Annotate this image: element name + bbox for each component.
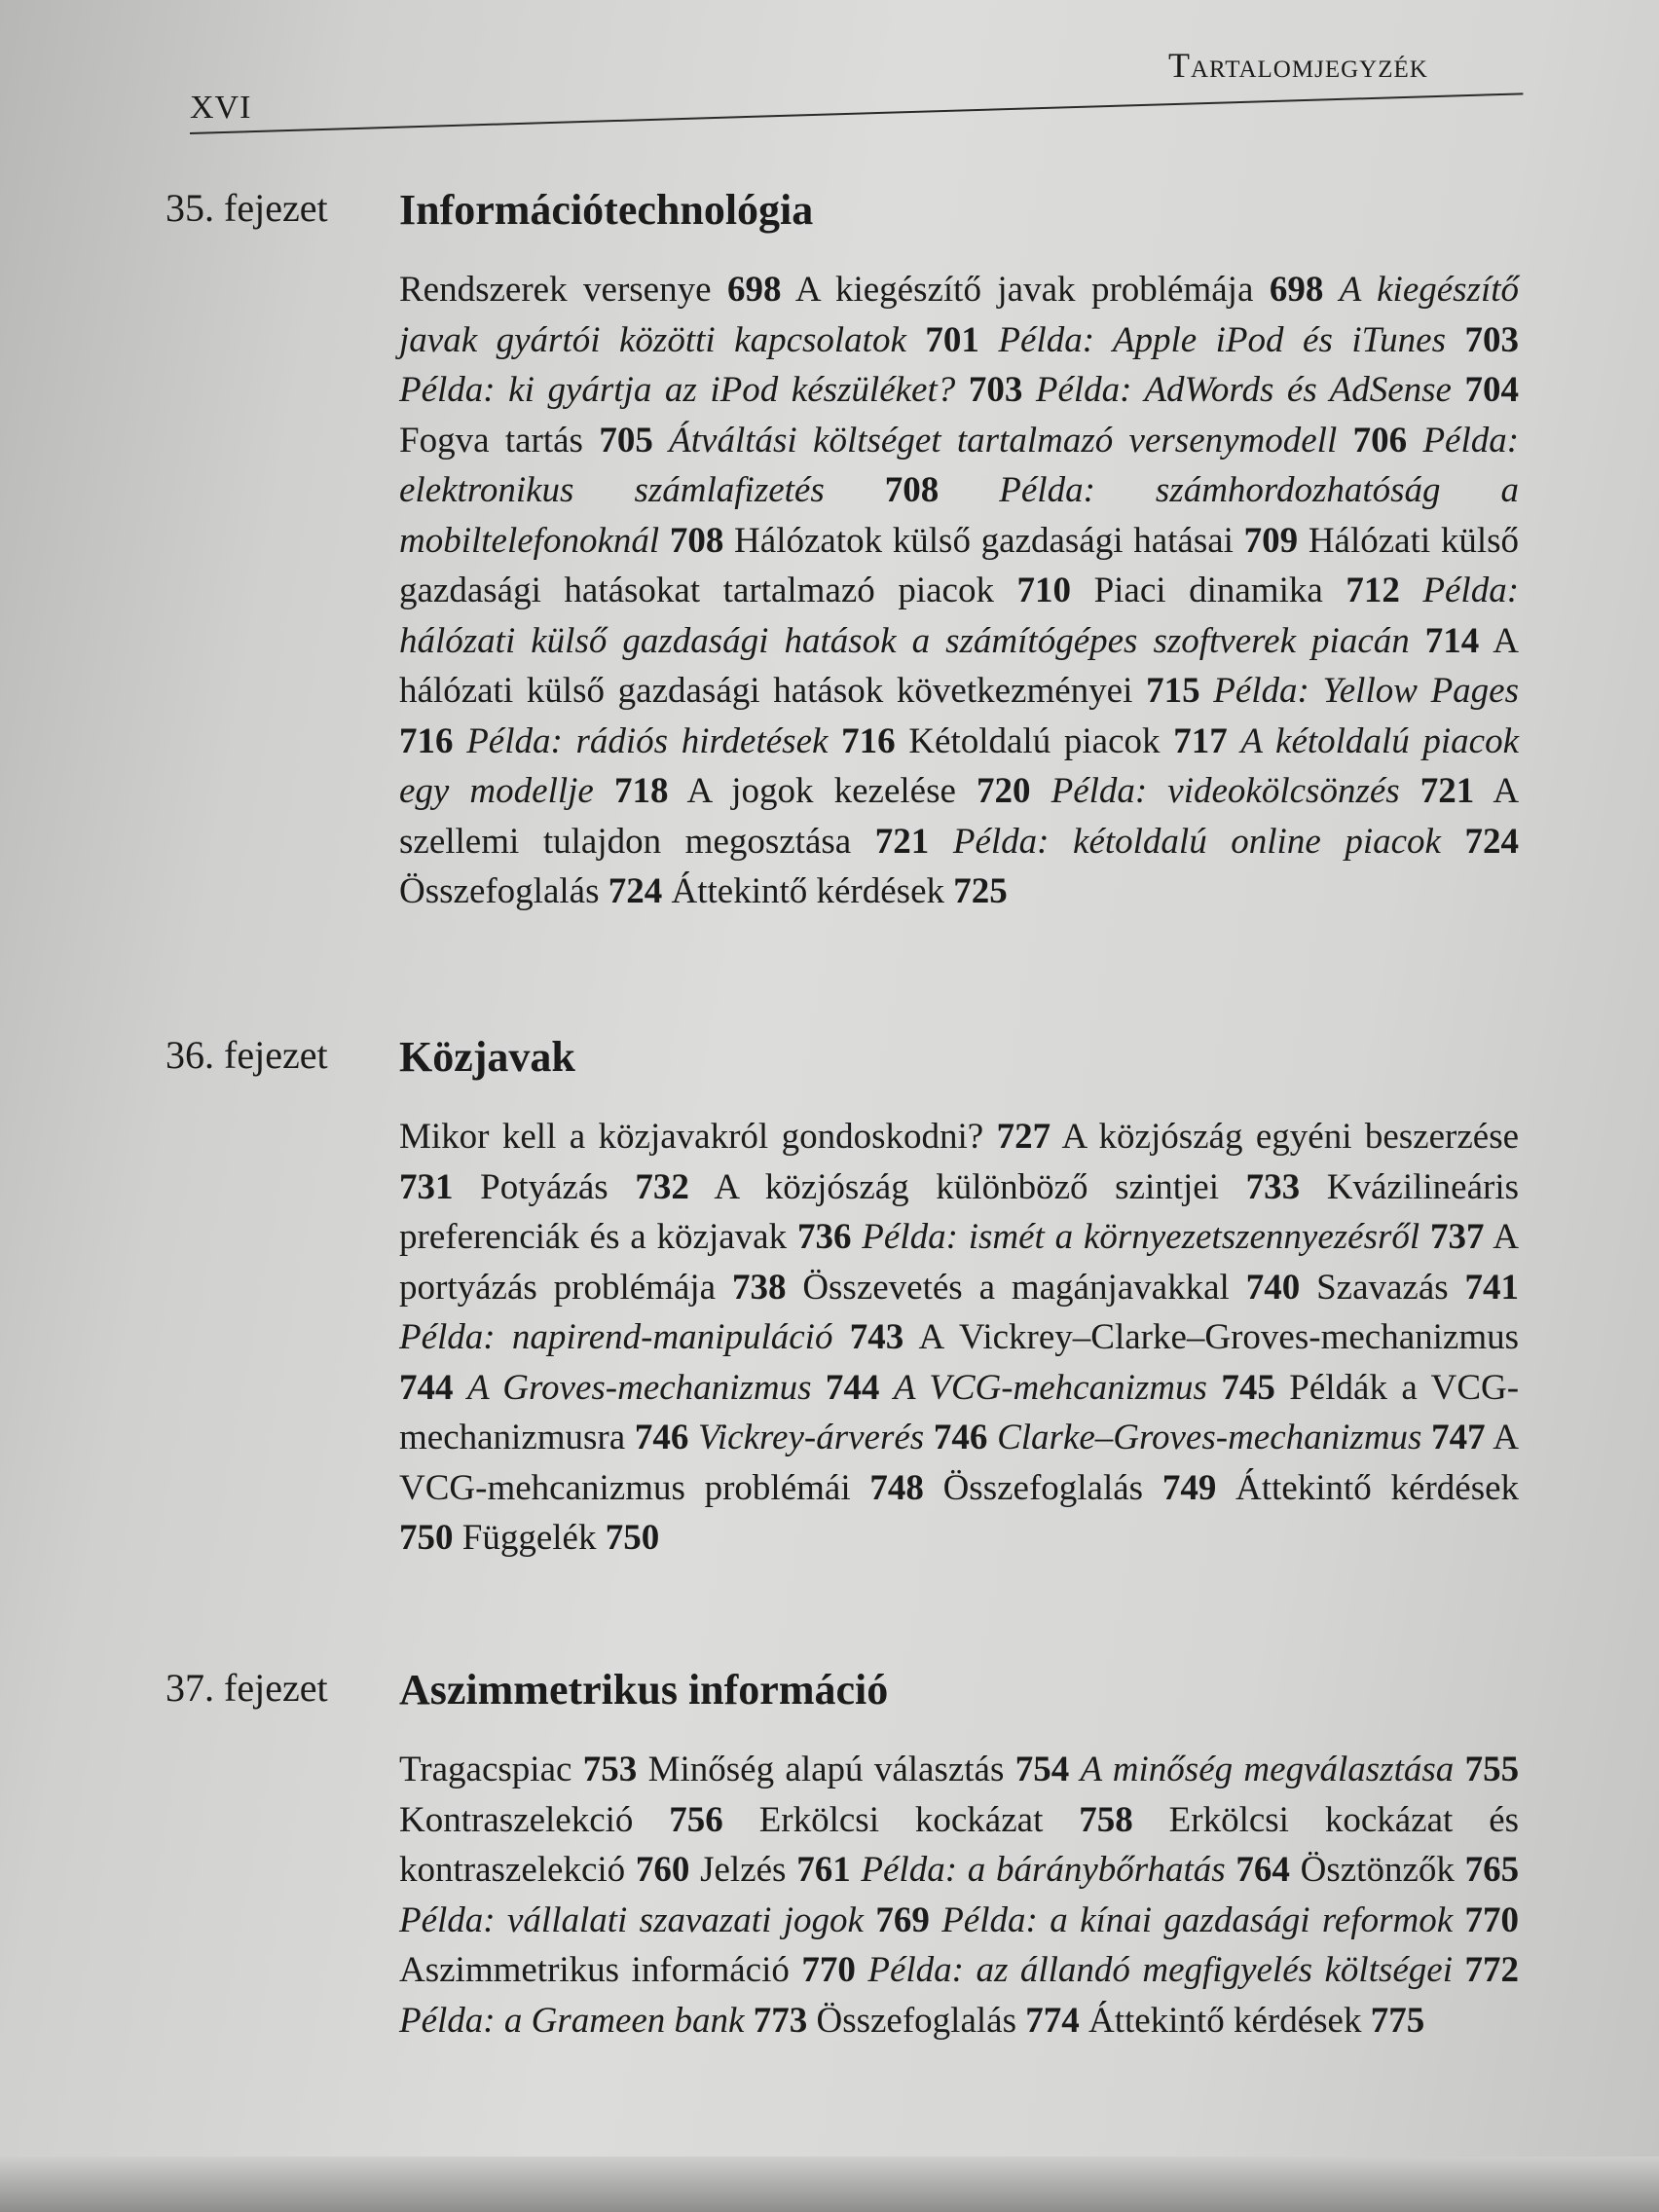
toc-entry-title: Összefoglalás [816,2000,1016,2041]
chapter-title: Információtechnológia [399,186,814,234]
toc-entry-page: 698 [1269,270,1324,310]
toc-entry-page: 744 [399,1367,454,1408]
toc-entry-title: Példa: videokölcsönzés [1051,771,1400,811]
toc-entry-page: 770 [1464,1899,1520,1940]
toc-entry-page: 732 [635,1166,689,1207]
toc-entry-title: Erkölcsi kockázat [758,1799,1044,1840]
toc-entry-page: 761 [796,1850,851,1890]
toc-entry-page: 721 [874,821,930,862]
toc-entry-title: A közjószág egyéni beszerzése [1061,1117,1520,1157]
toc-entry-page: 736 [796,1217,852,1257]
chapter-label: 36. fejezet [166,1033,328,1077]
toc-entry-title: A Groves-mechanizmus [466,1367,812,1408]
toc-entry-page: 708 [669,520,724,561]
toc-entry-page: 703 [1464,319,1519,360]
toc-entry-page: 754 [1014,1750,1070,1789]
toc-entry-page: 720 [977,771,1031,811]
toc-entry-title: Potyázás [480,1166,608,1207]
toc-entry-title: A közjószág különböző szintjei [714,1166,1219,1207]
toc-entry-page: 741 [1464,1267,1520,1308]
chapter-contents [399,265,1519,917]
chapter-title: Aszimmetrikus információ [399,1666,889,1714]
toc-entry-page: 753 [582,1750,638,1789]
toc-entry-title: Áttekintő kérdések [1088,2000,1362,2041]
header-rule [190,92,1523,134]
toc-entry-title: A kétoldalú piacok egy modellje [399,720,1520,811]
chapter-contents [399,1745,1519,2046]
toc-entry-page: 770 [801,1950,856,1990]
toc-entry-page: 750 [399,1518,454,1558]
chapter-title: Közjavak [399,1033,575,1081]
toc-entry-title: Összevetés a magánjavakkal [802,1267,1230,1308]
toc-entry-page: 709 [1243,520,1299,561]
toc-entry-page: 764 [1235,1850,1290,1890]
toc-entry-page: 703 [968,370,1023,410]
toc-entry-title: A jogok kezelése [686,771,956,811]
toc-entry-page: 717 [1173,720,1228,761]
toc-entry-page: 708 [884,470,940,510]
toc-entry-title: A VCG-mehcanizmus [893,1367,1207,1408]
toc-entry-page: 746 [634,1418,689,1457]
toc-entry-title: Ösztönzők [1300,1850,1455,1890]
toc-entry-page: 721 [1419,771,1475,811]
toc-entry-title: Kontraszelekció [399,1799,634,1840]
toc-entry-title: Clarke–Groves-mechanizmus [997,1418,1422,1457]
toc-entry-page: 718 [613,771,669,811]
toc-entry-title: A hálózati külső gazdasági hatások következményei [399,620,1519,711]
chapter-label: 35. fejezet [166,186,328,230]
toc-entry-title: Példa: ki gyártja az iPod készüléket? [399,370,956,410]
toc-entry-page: 714 [1424,620,1480,661]
toc-entry-title: Erkölcsi kockázat és kontraszelekció [399,1799,1520,1890]
toc-entry-title: Példa: a báránybőrhatás [861,1850,1226,1890]
toc-entry-title: A portyázás problémája [399,1217,1520,1308]
toc-entry-title: Rendszerek versenye [399,270,712,310]
toc-entry-page: 710 [1016,571,1072,610]
toc-entry-title: Példa: elektronikus számlafizetés [399,420,1520,510]
toc-entry-page: 775 [1370,2000,1425,2041]
toc-entry-page: 760 [635,1850,690,1890]
toc-entry-page: 716 [841,720,896,761]
toc-entry-page: 715 [1146,671,1200,711]
toc-entry-page: 706 [1352,420,1408,461]
toc-entry-page: 740 [1245,1267,1301,1308]
toc-entry-title: Példa: az állandó megfigyelés költségei [867,1950,1454,1990]
toc-entry-title: Összefoglalás [399,871,600,911]
toc-entry-page: 756 [669,1799,723,1840]
toc-entry-title: Példa: napirend-manipuláció [399,1317,833,1357]
toc-entry-page: 701 [925,319,979,360]
toc-entry-title: Példa: ismét a környezetszennyezésről [862,1217,1420,1257]
toc-entry-page: 773 [753,2000,808,2041]
toc-entry-title: Tragacspiac [399,1750,572,1789]
toc-entry-title: Példa: Yellow Pages [1213,671,1520,711]
toc-entry-title: Függelék [461,1518,597,1558]
toc-entry-title: A minőség megválasztása [1080,1750,1455,1789]
toc-entry-page: 765 [1464,1850,1520,1890]
toc-entry-page: 724 [1464,821,1520,862]
toc-entry-title: Átváltási költséget tartalmazó versenymodell [669,420,1338,461]
toc-entry-title: Hálózatok külső gazdasági hatásai [734,520,1234,561]
toc-entry-title: Példák a VCG-mechanizmusra [399,1367,1520,1457]
toc-entry-page: 772 [1464,1950,1519,1990]
toc-entry-page: 727 [996,1117,1051,1157]
toc-entry-title: A VCG-mehcanizmus problémái [399,1418,1520,1508]
page-edge-shadow [0,2157,1659,2212]
toc-entry-title: A kiegészítő javak problémája [794,270,1254,310]
running-head-title: Tartalomjegyzék [1168,46,1428,85]
toc-entry-page: 747 [1431,1418,1486,1457]
toc-entry-title: Áttekintő kérdések [1235,1467,1520,1508]
toc-entry-title: Hálózati külső gazdasági hatásokat tartalmazó piacok [399,520,1520,610]
toc-entry-title: Kétoldalú piacok [908,720,1161,761]
toc-entry-title: Példa: Apple iPod és iTunes [998,319,1446,360]
toc-entry-title: Példa: rádiós hirdetések [466,720,829,761]
toc-entry-page: 755 [1464,1750,1520,1789]
toc-entry-title: Áttekintő kérdések [671,871,944,911]
toc-entry-page: 745 [1221,1367,1275,1408]
toc-entry-page: 750 [605,1518,660,1558]
toc-entry-title: Kvázilineáris preferenciák és a közjavak [399,1166,1520,1257]
toc-entry-page: 733 [1245,1166,1301,1207]
toc-entry-page: 724 [608,871,663,911]
toc-entry-title: Jelzés [700,1850,787,1890]
toc-entry-page: 704 [1464,370,1520,410]
toc-entry-page: 769 [875,1899,930,1940]
toc-entry-title: Példa: AdWords és AdSense [1035,370,1452,410]
toc-entry-title: Szavazás [1316,1267,1449,1308]
toc-entry-page: 738 [731,1267,787,1308]
toc-entry-page: 716 [399,720,454,761]
toc-entry-title: Összefoglalás [942,1467,1144,1508]
toc-entry-page: 731 [399,1166,454,1207]
toc-entry-page: 698 [726,270,782,310]
toc-entry-title: Mikor kell a közjavakról gondoskodni? [399,1117,984,1157]
toc-entry-title: Aszimmetrikus információ [399,1950,790,1990]
toc-entry-page: 725 [953,871,1008,911]
toc-entry-page: 758 [1079,1799,1133,1840]
toc-entry-title: A Vickrey–Clarke–Groves-mechanizmus [918,1317,1519,1357]
toc-entry-page: 749 [1161,1467,1217,1508]
toc-entry-title: Piaci dinamika [1093,571,1323,610]
toc-entry-title: Példa: számhordozhatóság a mobiltelefonoknál [399,470,1520,561]
chapter-label: 37. fejezet [166,1666,328,1710]
toc-entry-page: 748 [869,1467,924,1508]
toc-entry-page: 746 [933,1418,988,1457]
page-number: XVI [190,90,252,126]
toc-entry-title: Minőség alapú választás [647,1750,1005,1789]
toc-entry-title: Példa: kétoldalú online piacok [952,821,1441,862]
toc-entry-title: Példa: vállalati szavazati jogok [399,1899,864,1940]
toc-entry-title: Példa: a Grameen bank [399,2000,745,2041]
toc-entry-title: Példa: hálózati külső gazdasági hatások a számítógépes szoftverek piacán [399,571,1520,661]
toc-entry-title: Vickrey-árverés [698,1418,925,1457]
toc-entry-page: 743 [849,1317,904,1357]
toc-entry-title: Példa: a kínai gazdasági reformok [941,1899,1454,1940]
toc-entry-title: Fogva tartás [399,420,583,461]
toc-entry-page: 737 [1430,1217,1485,1257]
toc-entry-page: 712 [1346,571,1400,610]
toc-entry-page: 705 [599,420,653,461]
toc-entry-page: 744 [825,1367,880,1408]
toc-entry-title: A szellemi tulajdon megosztása [399,771,1520,862]
toc-entry-page: 774 [1025,2000,1080,2041]
toc-entry-title: A kiegészítő javak gyártói közötti kapcsolatok [399,270,1520,360]
chapter-contents [399,1112,1519,1564]
